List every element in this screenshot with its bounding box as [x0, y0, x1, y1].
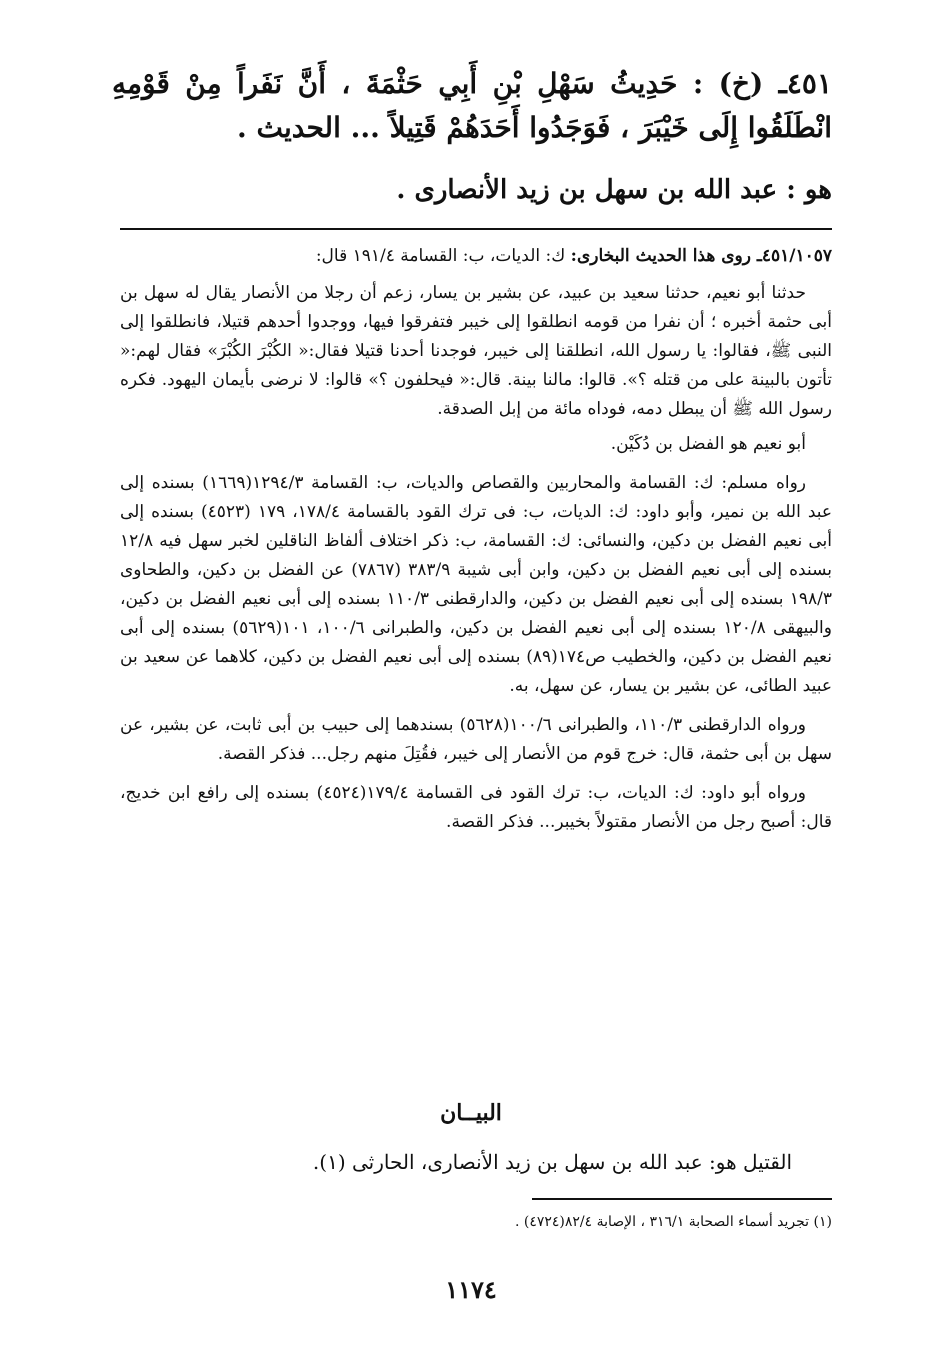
hadith-text: حدثنا أبو نعيم، حدثنا سعيد بن عبيد، عن بشير بن يسار، زعم أن رجلا من الأنصار يقال له سهل بن أبى حثمة أخبره ؛ أن نفرا من قومه انطلقوا إلى خيبر فتفرقوا فيها، ووجدوا أحدهم قتيلا، فانطلقوا إلى النبى ﷺ، فقالوا: يا رسول الله، انطلقنا إلى خيبر، فوجدنا أحدنا قتيلا فقال:« الكُبْرَ الكُبْرَ» فقال لهم:« تأتون بالبينة على من قتله ؟». قالوا: مالنا بينة. قال:« فيحلفون ؟» قالوا: لا نرضى بأيمان اليهود. فكره رسول الله ﷺ أن يبطل دمه، فوداه مائة من إبل الصدقة.: [120, 283, 832, 419]
section-divider: [120, 228, 832, 230]
bayan-title: البيــان: [440, 1100, 502, 1126]
identification-answer: هو : عبد الله بن سهل بن زيد الأنصارى .: [396, 175, 832, 205]
takhrij-paragraph-3: ورواه أبو داود: ك: الديات، ب: ترك القود فى القسامة ١٧٩/٤(٤٥٢٤) بسنده إلى رافع ابن خديج، قال: أصبح رجل من الأنصار مقتولاً بخيبر... فذكر القصة.: [120, 783, 832, 832]
section-source: ك: الديات، ب: القسامة ١٩١/٤ قال:: [315, 246, 571, 266]
takhrij-paragraph-2: ورواه الدارقطنى ١١٠/٣، والطبرانى ١٠٠/٦(٥٦٢٨) بسندهما إلى حبيب بن أبى ثابت، عن بشير، عن سهل بن أبى حثمة، قال: خرج قوم من الأنصار إلى خيبر، فقُتِلَ منهم رجل... فذكر القصة.: [120, 715, 832, 764]
page-number: ١١٧٤: [445, 1275, 497, 1304]
footnote-divider: [532, 1198, 832, 1200]
commentary-body: [120, 242, 832, 837]
final-statement: القتيل هو: عبد الله بن سهل بن زيد الأنصارى، الحارثى (١).: [312, 1150, 792, 1174]
hadith-heading: ٤٥١ـ (خ) : حَدِيثُ سَهْلِ بْنِ أَبِي حَثْمَةَ ، أَنَّ نَفَراً مِنْ قَوْمِهِ انْطَلَقُوا إِلَى خَيْبَرَ ، فَوَجَدُوا أَحَدَهُمْ قَتِيلاً ... الحديث .: [112, 67, 832, 144]
section-lead: ٤٥١/١٠٥٧ـ روى هذا الحديث البخارى:: [570, 246, 832, 266]
section-heading: [120, 242, 832, 271]
narrator-note: أبو نعيم هو الفضل بن دُكَيْن.: [610, 434, 806, 454]
takhrij-paragraph: رواه مسلم: ك: القسامة والمحاربين والقصاص والديات، ب: القسامة ١٢٩٤/٣(١٦٦٩) بسنده إلى عبد الله بن نمير، وأبو داود: ك: الديات، ب: فى ترك القود بالقسامة ١٧٨/٤، ١٧٩ (٤٥٢٣) بسنده إلى أبى نعيم الفضل بن دكين، والنسائى: ك: القسامة، ب: ذكر اختلاف ألفاظ الناقلين لخبر سهل فيه ١٢/٨ بسنده إلى أبى نعيم الفضل بن دكين، وابن أبى شيبة ٣٨٣/٩ (٧٨٦٧) عن الفضل بن دكين، والطحاوى ١٩٨/٣ بسنده إلى أبى نعيم الفضل بن دكين، والدارقطنى ١١٠/٣ بسنده إلى أبى نعيم الفضل بن دكين، والبيهقى ١٢٠/٨ بسنده إلى أبى نعيم الفضل بن دكين، والطبرانى ١٠٠/٦، ١٠١(٥٦٢٩) بسنده إلى أبى نعيم الفضل بن دكين، والخطيب ص١٧٤(٨٩) بسنده إلى أبى نعيم الفضل بن دكين، كلاهما عن سعيد بن عبيد الطائى، عن بشير بن يسار، عن سهل، به.: [120, 473, 833, 696]
footnote: (١) تجريد أسماء الصحابة ٣١٦/١ ، الإصابة ٨٢/٤(٤٧٢٤) .: [514, 1214, 832, 1230]
